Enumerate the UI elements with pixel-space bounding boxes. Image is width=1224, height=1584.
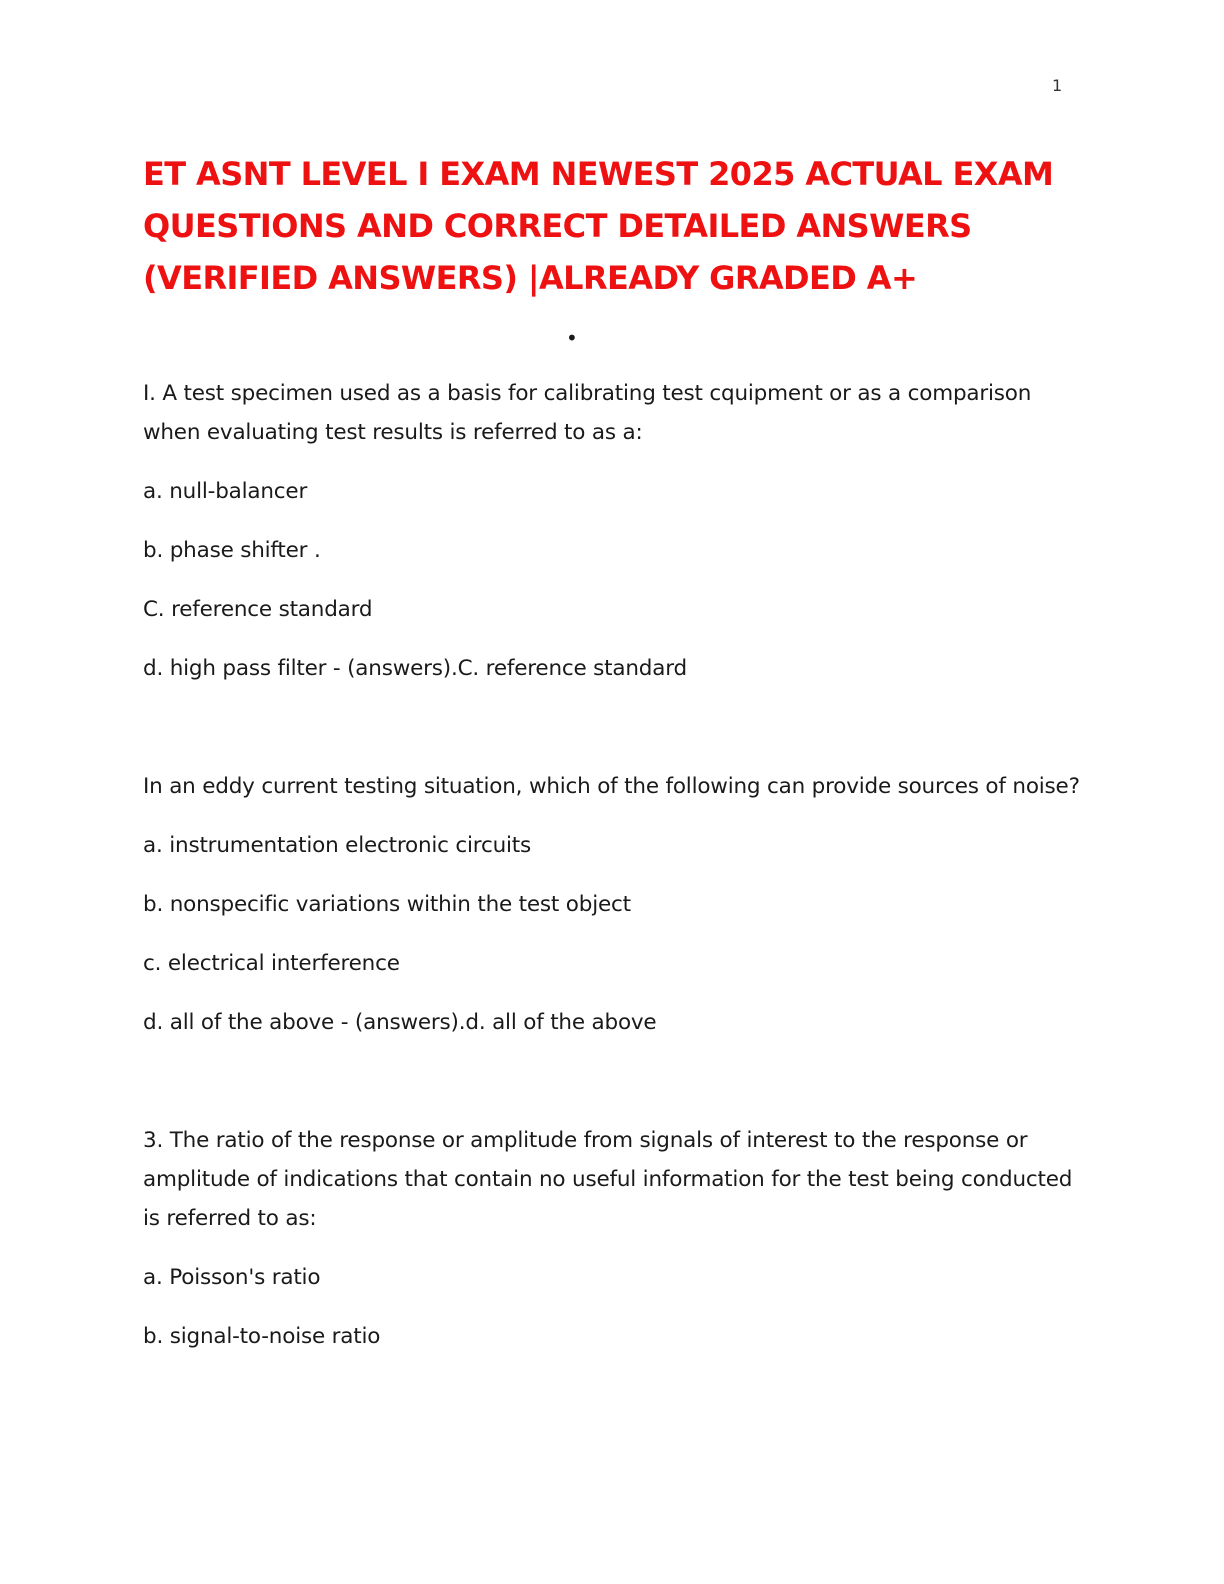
answer-option: a. null-balancer (143, 479, 308, 504)
question-list (143, 374, 1083, 1356)
answer-option: d. all of the above - (answers).d. all of the above (143, 1010, 657, 1035)
question-2 (143, 767, 1083, 1042)
answer-option: b. phase shifter . (143, 538, 321, 563)
question-text: In an eddy current testing situation, which of the following can provide sources of noise? (143, 774, 1080, 799)
page-number: 1 (1052, 76, 1063, 95)
answer-option: C. reference standard (143, 597, 373, 622)
answer-option: a. instrumentation electronic circuits (143, 833, 532, 858)
answer-option: d. high pass filter - (answers).C. reference standard (143, 656, 687, 681)
answer-option: b. nonspecific variations within the test object (143, 892, 631, 917)
question-text: 3. The ratio of the response or amplitude from signals of interest to the response or amplitude of indications that contain no useful information for the test being conducted is referred to as: (143, 1128, 1073, 1231)
question-3 (143, 1121, 1083, 1356)
answer-option: a. Poisson's ratio (143, 1265, 321, 1290)
bullet-separator: • (566, 326, 578, 350)
document-title: ET ASNT LEVEL I EXAM NEWEST 2025 ACTUAL EXAM QUESTIONS AND CORRECT DETAILED ANSWERS (VERIFIED ANSWERS) |ALREADY GRADED A+ (143, 155, 1054, 297)
question-1 (143, 374, 1083, 688)
question-text: I. A test specimen used as a basis for calibrating test cquipment or as a comparison when evaluating test results is referred to as a: (143, 381, 1032, 445)
answer-option: c. electrical interference (143, 951, 400, 976)
answer-option: b. signal-to-noise ratio (143, 1324, 381, 1349)
